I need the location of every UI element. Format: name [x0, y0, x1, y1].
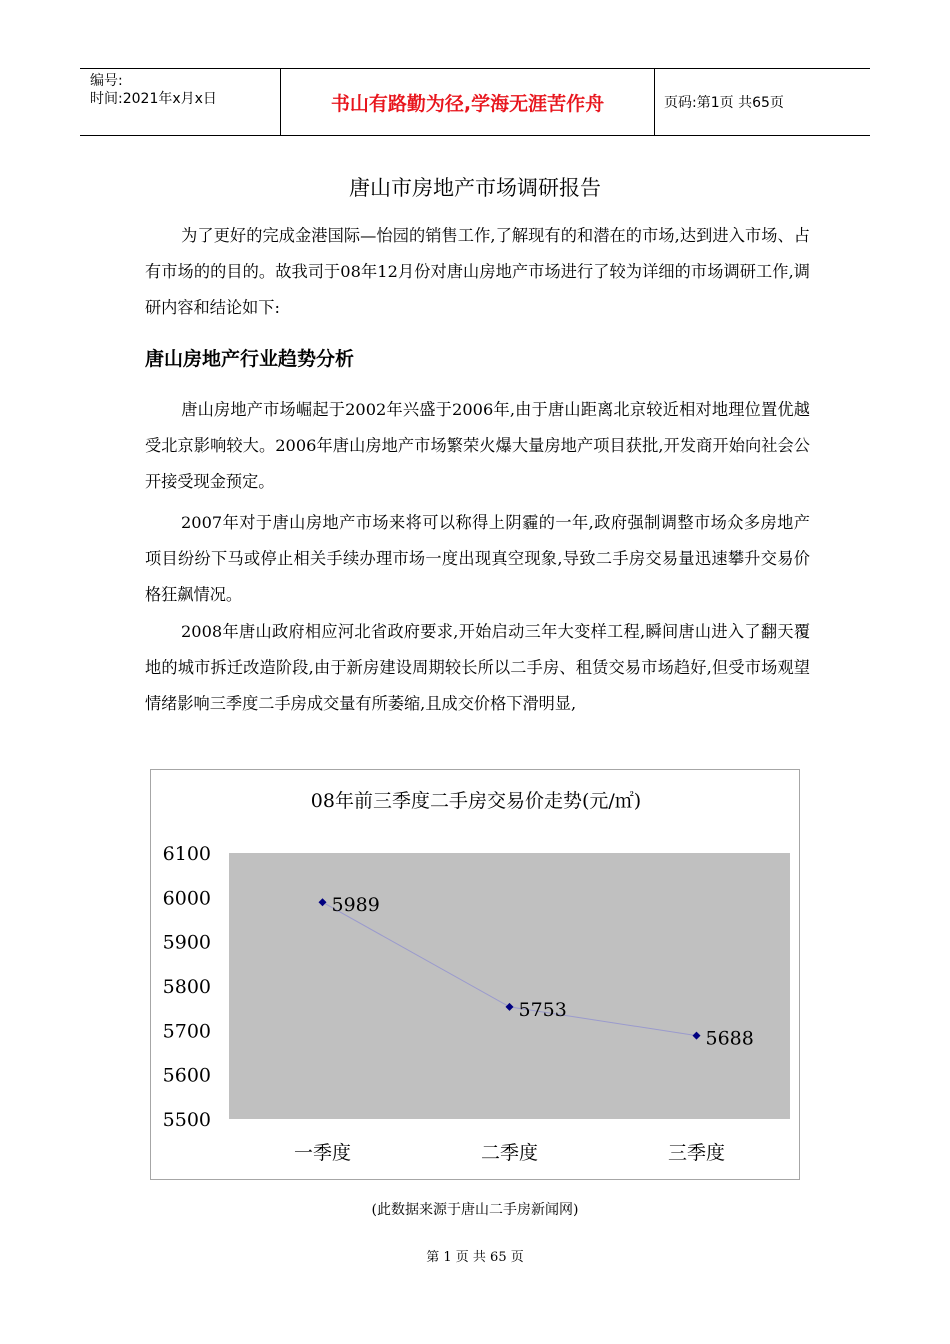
paragraph-3 — [145, 614, 810, 722]
y-tick-label: 5500 — [162, 1109, 211, 1131]
header-time-label: 时间:2021年x月x日 — [90, 91, 217, 107]
data-label: 5989 — [331, 894, 380, 917]
y-tick-label: 6100 — [162, 843, 211, 865]
document-title: 唐山市房地产市场调研报告 — [349, 176, 601, 200]
paragraph-1 — [145, 392, 810, 500]
x-axis-ticks — [294, 1142, 725, 1164]
x-tick-label: 二季度 — [480, 1142, 539, 1164]
intro-text: 为了更好的完成金港国际—怡园的销售工作,了解现有的和潜在的市场,达到进入市场、占有市场的的目的。故我司于08年12月份对唐山房地产市场进行了较为详细的市场调研工作,调研内容和结论如下: — [145, 226, 810, 317]
header-meta — [80, 69, 281, 135]
price-trend-chart — [150, 769, 800, 1180]
data-label: 5688 — [705, 1027, 754, 1050]
page-header — [80, 68, 870, 136]
x-tick-label: 三季度 — [667, 1142, 726, 1164]
y-tick-label: 5700 — [162, 1020, 211, 1043]
header-motto: 书山有路勤为径,学海无涯苦作舟 — [281, 69, 655, 135]
chart-title: 08年前三季度二手房交易价走势(元/㎡) — [310, 790, 642, 812]
y-tick-label: 5800 — [162, 976, 211, 998]
paragraph-2-text: 2007年对于唐山房地产市场来将可以称得上阴霾的一年,政府强制调整市场众多房地产项目纷纷下马或停止相关手续办理市场一度出现真空现象,导致二手房交易量迅速攀升交易价格狂飙情况。 — [145, 513, 810, 604]
y-tick-label: 6000 — [162, 887, 211, 910]
section-heading: 唐山房地产行业趋势分析 — [145, 348, 355, 370]
footer-page-number: 第 1 页 共 65 页 — [426, 1250, 524, 1265]
paragraph-2 — [145, 505, 810, 613]
source-note: (此数据来源于唐山二手房新闻网) — [371, 1202, 579, 1218]
data-label: 5753 — [518, 998, 567, 1021]
y-tick-label: 5900 — [162, 931, 211, 954]
y-tick-label: 5600 — [162, 1064, 211, 1087]
intro-paragraph — [145, 218, 810, 326]
header-number-label: 编号: — [90, 73, 123, 89]
plot-area — [229, 853, 790, 1119]
paragraph-3-text: 2008年唐山政府相应河北省政府要求,开始启动三年大变样工程,瞬间唐山进入了翻天覆地的城市拆迁改造阶段,由于新房建设周期较长所以二手房、租赁交易市场趋好,但受市场观望情绪影响三季度二手房成交量有所萎缩,且成交价格下滑明显, — [145, 622, 810, 713]
paragraph-1-text: 唐山房地产市场崛起于2002年兴盛于2006年,由于唐山距离北京较近相对地理位置优越受北京影响较大。2006年唐山房地产市场繁荣火爆大量房地产项目获批,开发商开始向社会公开接受现金预定。 — [145, 400, 810, 491]
chart-canvas — [151, 770, 801, 1181]
x-tick-label: 一季度 — [293, 1142, 352, 1164]
y-axis-ticks — [163, 843, 211, 1131]
header-page-info: 页码:第1页 共65页 — [664, 95, 784, 111]
